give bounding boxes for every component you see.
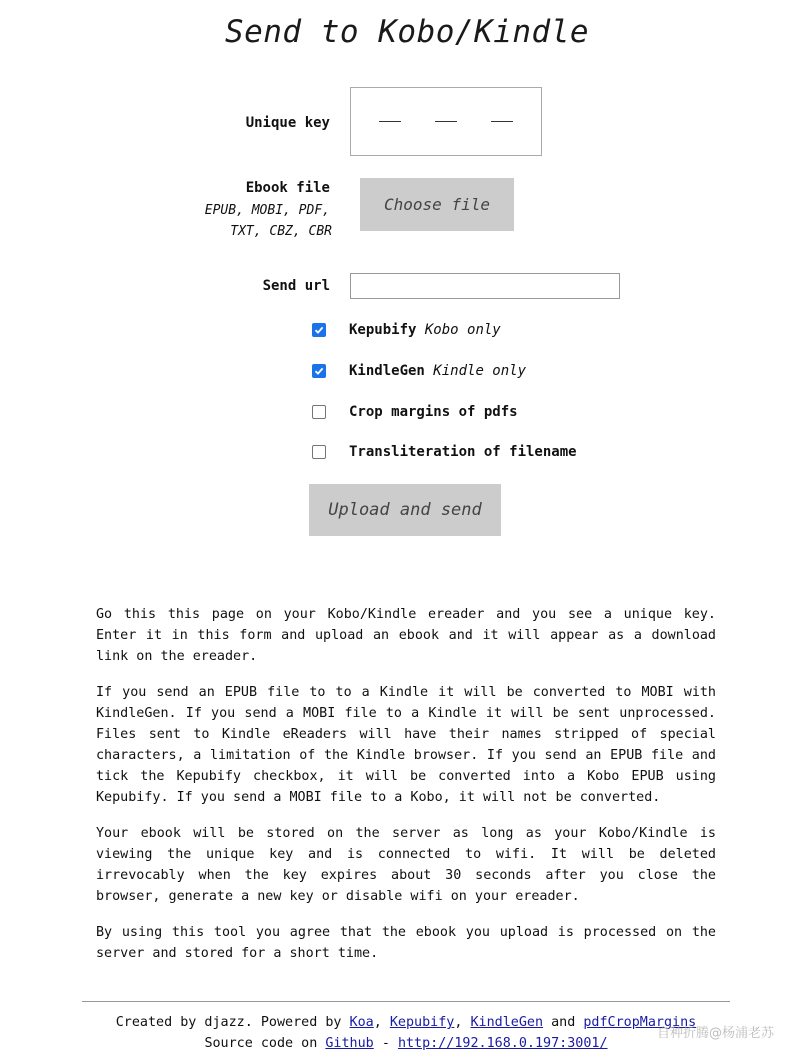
koa-link[interactable]: Koa: [349, 1015, 374, 1030]
unique-key-label: Unique key: [245, 115, 330, 131]
footer-source-code-on: Source code on: [204, 1036, 318, 1051]
unique-key-input[interactable]: [350, 87, 542, 156]
checkmark-icon: [314, 366, 324, 376]
option-kindlegen[interactable]: [312, 361, 527, 381]
checkmark-icon: [314, 325, 324, 335]
watermark: 自种折腾@杨浦老苏: [656, 1026, 774, 1041]
option-crop-margins[interactable]: [312, 402, 518, 422]
send-url-label: Send url: [262, 278, 330, 294]
footer-divider: [82, 1001, 730, 1002]
kindlegen-checkbox[interactable]: [312, 364, 326, 378]
description-paragraph-4: By using this tool you agree that the ebook you upload is processed on the server and stored for a short time.: [96, 925, 716, 961]
description-paragraph-2: If you send an EPUB file to to a Kindle it will be converted to MOBI with KindleGen. If you send a MOBI file to a Kindle it will be sent unprocessed. Files sent to Kindle eReaders will have their names stripped of special characters, a limitation of the Kindle browser. If you send an EPUB file and tick the Kepubify checkbox, it will be converted into a Kobo EPUB using Kepubify. If you send a MOBI file to a Kobo, it will not be converted.: [96, 685, 716, 805]
kindlegen-link[interactable]: KindleGen: [470, 1015, 544, 1030]
unique-key-slot-2: [435, 121, 457, 123]
kindlegen-label: KindleGen: [349, 363, 425, 379]
ebook-formats-line2: TXT, CBZ, CBR: [230, 224, 332, 239]
crop-margins-label: Crop margins of pdfs: [349, 404, 518, 420]
choose-file-button[interactable]: Choose file: [360, 178, 514, 231]
footer-sep-1: ,: [373, 1015, 382, 1030]
footer-and: and: [551, 1015, 576, 1030]
crop-margins-checkbox[interactable]: [312, 405, 326, 419]
unique-key-slot-1: [379, 121, 401, 123]
footer-source: [82, 1034, 730, 1054]
transliteration-checkbox[interactable]: [312, 445, 326, 459]
kepubify-checkbox[interactable]: [312, 323, 326, 337]
ebook-file-label: Ebook file: [245, 180, 330, 196]
kepubify-label: Kepubify: [349, 322, 417, 338]
option-kepubify[interactable]: [312, 320, 501, 340]
description-paragraph-3: Your ebook will be stored on the server as long as your Kobo/Kindle is viewing the unique key and is connected to wifi. It will be deleted irrevocably when the key expires about 30 seconds after you close the browser, generate a new key or disable wifi on your ereader.: [96, 826, 716, 904]
pdfcropmargins-link[interactable]: pdfCropMargins: [583, 1015, 697, 1030]
footer-sep-2: ,: [454, 1015, 463, 1030]
ebook-formats-line1: EPUB, MOBI, PDF,: [204, 203, 330, 218]
page-title: Send to Kobo/Kindle: [224, 14, 590, 50]
kindlegen-note: Kindle only: [433, 363, 527, 379]
upload-and-send-button[interactable]: Upload and send: [309, 484, 501, 536]
kepubify-note: Kobo only: [424, 322, 501, 338]
description-paragraph-1: Go this this page on your Kobo/Kindle ereader and you see a unique key. Enter it in this form and upload an ebook and it will appear as a download link on the ereader.: [96, 607, 716, 664]
footer-created-by: Created by djazz. Powered by: [115, 1015, 342, 1030]
footer-dash: -: [381, 1036, 390, 1051]
server-url-link[interactable]: http://192.168.0.197:3001/: [397, 1036, 608, 1051]
option-transliteration[interactable]: [312, 442, 577, 462]
footer-credits: [82, 1013, 730, 1033]
kepubify-link[interactable]: Kepubify: [389, 1015, 455, 1030]
unique-key-slot-3: [491, 121, 513, 123]
transliteration-label: Transliteration of filename: [349, 444, 577, 460]
github-link[interactable]: Github: [325, 1036, 374, 1051]
send-url-input[interactable]: [350, 273, 620, 299]
